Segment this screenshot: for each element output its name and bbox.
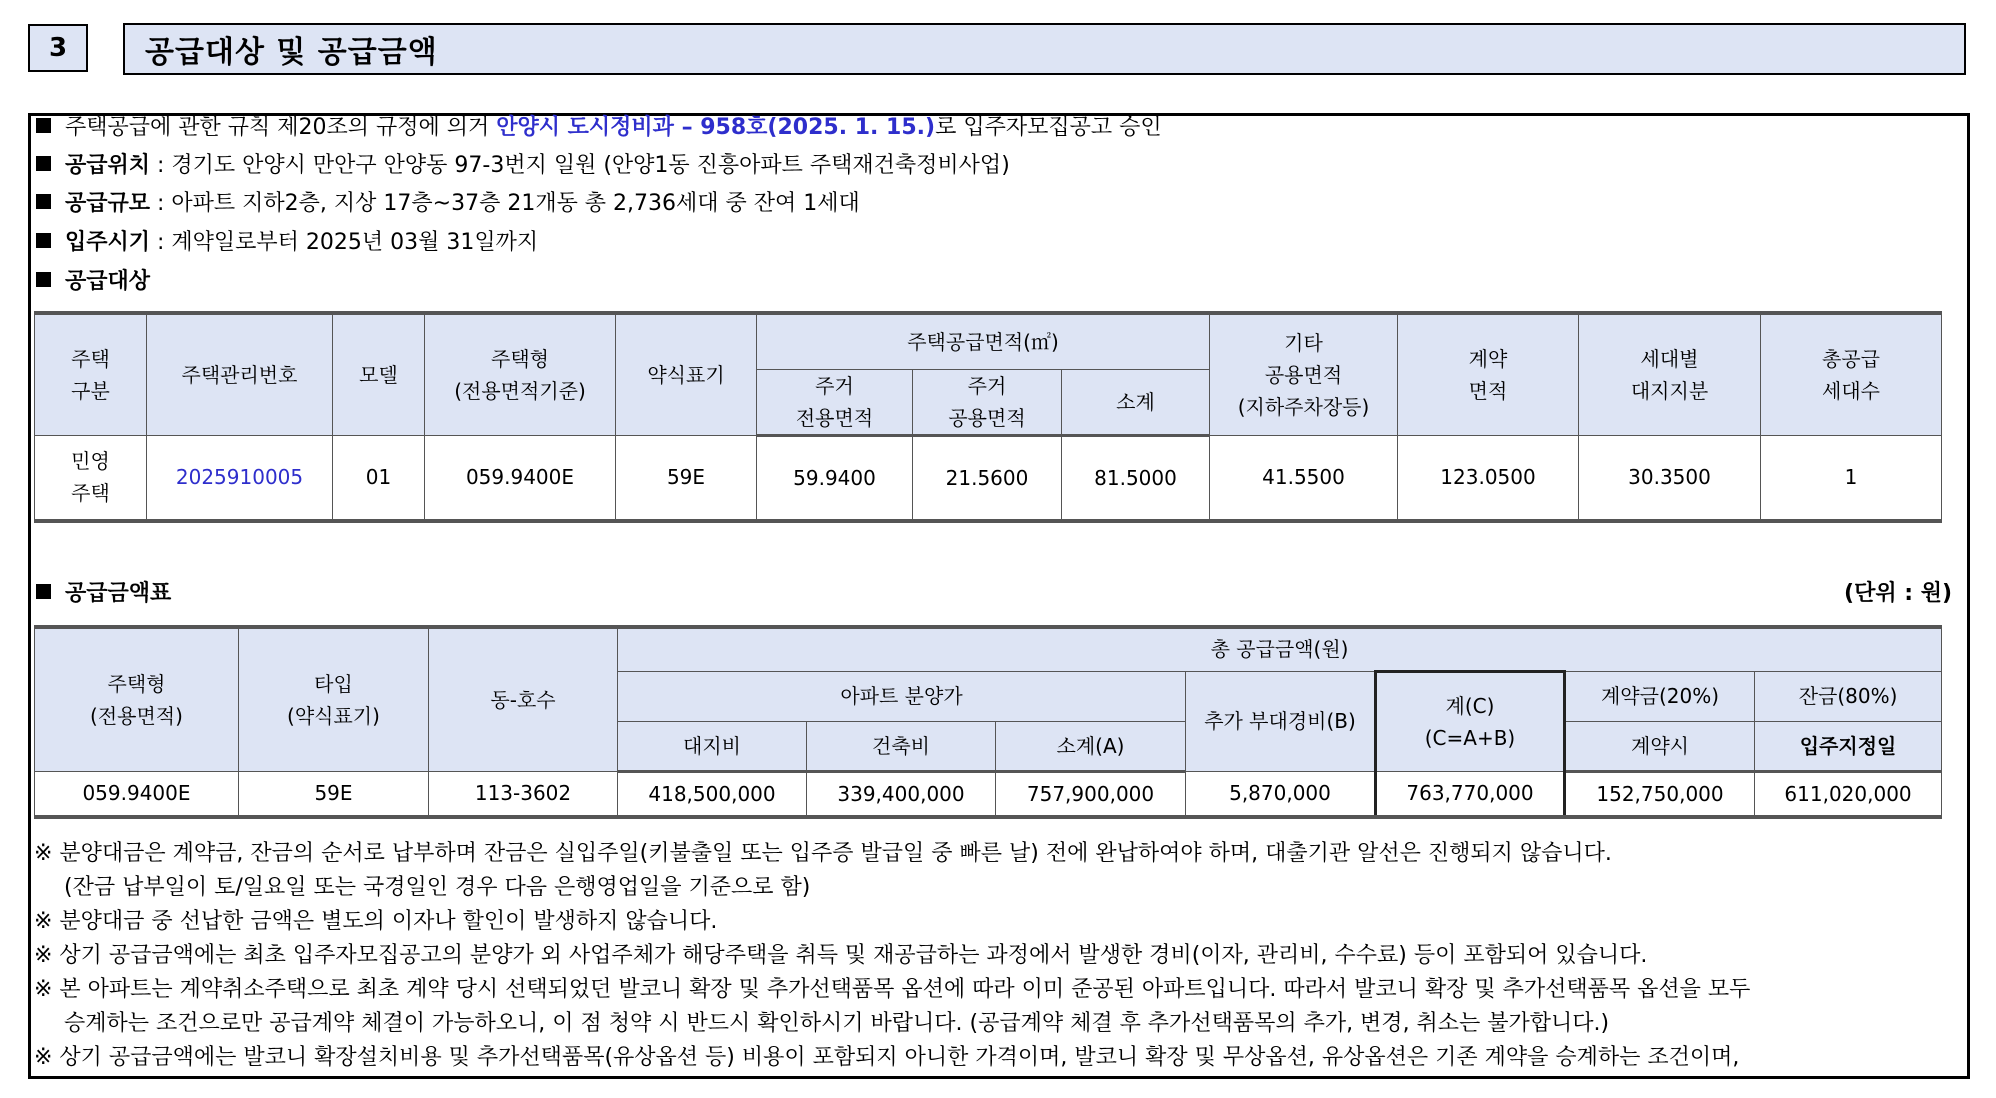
note-prepayment: ※ 분양대금 중 선납한 금액은 별도의 이자나 할인이 발생하지 않습니다. [34, 909, 718, 934]
cell-unit-number: 113-3602 [429, 771, 618, 817]
bullet-square-icon [36, 584, 51, 599]
header-abbreviation: 약식표기 [616, 313, 757, 435]
note-options-confirm: 승계하는 조건으로만 공급계약 체결이 가능하오니, 이 점 청약 시 반드시 확인하시기 바랍니다. (공급계약 체결 후 추가선택품목의 추가, 변경, 취소는 불가합니다.) [64, 1011, 1610, 1036]
header-total-units: 총공급 세대수 [1761, 313, 1942, 435]
header-area-subtotal: 소계 [1062, 369, 1210, 435]
cell-sum: 763,770,000 [1376, 771, 1565, 817]
header-land-price: 대지비 [618, 721, 807, 771]
header-common-area: 주거 공용면적 [913, 369, 1062, 435]
cell-type: 59E [239, 771, 429, 817]
bullet-square-icon [36, 118, 51, 133]
cell-model: 01 [333, 435, 425, 521]
cell-extra-expense: 5,870,000 [1186, 771, 1376, 817]
bullet-square-icon [36, 272, 51, 287]
cell-exclusive-area: 59.9400 [757, 435, 913, 521]
header-model: 모델 [333, 313, 425, 435]
table-row [35, 435, 1942, 521]
cell-building-price: 339,400,000 [807, 771, 996, 817]
supply-price-table [34, 625, 1942, 819]
cell-land-price: 418,500,000 [618, 771, 807, 817]
header-sum: 계(C) (C=A+B) [1376, 671, 1565, 771]
unit-label: (단위 : 원) [1844, 581, 1952, 606]
section-number: 3 [28, 24, 88, 72]
target-heading: 공급대상 [36, 266, 150, 298]
scale-line: 공급규모 : 아파트 지하2층, 지상 17층~37층 21개동 총 2,736세대 중 잔여 1세대 [36, 188, 860, 220]
header-house-type: 주택형 (전용면적) [35, 627, 239, 771]
cell-management-number: 2025910005 [147, 435, 333, 521]
cell-total-units: 1 [1761, 435, 1942, 521]
header-deposit: 계약금(20%) [1565, 671, 1755, 721]
cell-other-common-area: 41.5500 [1210, 435, 1398, 521]
supply-target-table [34, 311, 1942, 523]
note-options-succession: ※ 본 아파트는 계약취소주택으로 최초 계약 당시 선택되었던 발코니 확장 및 추가선택품목 옵션에 따라 이미 준공된 아파트입니다. 따라서 발코니 확장 및 추가선택품목 옵션을 모두 [34, 977, 1751, 1002]
header-apartment-price: 아파트 분양가 [618, 671, 1186, 721]
cell-area-subtotal: 81.5000 [1062, 435, 1210, 521]
header-unit-number: 동-호수 [429, 627, 618, 771]
cell-abbreviation: 59E [616, 435, 757, 521]
bullet-square-icon [36, 194, 51, 209]
header-total-supply-price: 총 공급금액(원) [618, 627, 1942, 671]
header-management-number: 주택관리번호 [147, 313, 333, 435]
movein-line: 입주시기 : 계약일로부터 2025년 03월 31일까지 [36, 227, 538, 259]
location-line: 공급위치 : 경기도 안양시 만안구 안양동 97-3번지 일원 (안양1동 진흥아파트 주택재건축정비사업) [36, 150, 1010, 182]
approval-reference: 안양시 도시정비과 – 958호(2025. 1. 15.) [496, 115, 936, 140]
header-type: 타입 (약식표기) [239, 627, 429, 771]
cell-land-share: 30.3500 [1579, 435, 1761, 521]
header-house-category: 주택 구분 [35, 313, 147, 435]
cell-house-category: 민영 주택 [35, 435, 147, 521]
cell-house-type: 059.9400E [35, 771, 239, 817]
bullet-square-icon [36, 156, 51, 171]
cell-common-area: 21.5600 [913, 435, 1062, 521]
header-land-share: 세대별 대지지분 [1579, 313, 1761, 435]
note-balcony-excluded: ※ 상기 공급금액에는 발코니 확장설치비용 및 추가선택품목(유상옵션 등) 비용이 포함되지 아니한 가격이며, 발코니 확장 및 무상옵션, 유상옵션은 기존 계약을 승계하는 조건이며, [34, 1045, 1740, 1070]
header-exclusive-area: 주거 전용면적 [757, 369, 913, 435]
header-balance-when: 입주지정일 [1755, 721, 1942, 771]
bullet-square-icon [36, 233, 51, 248]
header-price-subtotal: 소계(A) [996, 721, 1186, 771]
price-heading: 공급금액표 [36, 578, 171, 610]
header-building-price: 건축비 [807, 721, 996, 771]
cell-contract-area: 123.0500 [1398, 435, 1579, 521]
cell-price-subtotal: 757,900,000 [996, 771, 1186, 817]
cell-deposit: 152,750,000 [1565, 771, 1755, 817]
approval-line: 주택공급에 관한 규칙 제20조의 규정에 의거 안양시 도시정비과 – 958호(2025. 1. 15.)로 입주자모집공고 승인 [36, 112, 1162, 144]
header-house-type: 주택형 (전용면적기준) [425, 313, 616, 435]
cell-balance: 611,020,000 [1755, 771, 1942, 817]
cell-house-type: 059.9400E [425, 435, 616, 521]
header-supply-area: 주택공급면적(㎡) [757, 313, 1210, 369]
note-expenses-included: ※ 상기 공급금액에는 최초 입주자모집공고의 분양가 외 사업주체가 해당주택을 취득 및 재공급하는 과정에서 발생한 경비(이자, 관리비, 수수료) 등이 포함되어 있습니다. [34, 943, 1648, 968]
section-title: 공급대상 및 공급금액 [123, 23, 1966, 75]
header-deposit-when: 계약시 [1565, 721, 1755, 771]
header-other-common-area: 기타 공용면적 (지하주차장등) [1210, 313, 1398, 435]
table-row [35, 771, 1942, 817]
header-extra-expense: 추가 부대경비(B) [1186, 671, 1376, 771]
note-payment-holiday: (잔금 납부일이 토/일요일 또는 국경일인 경우 다음 은행영업일을 기준으로 함) [64, 875, 811, 900]
note-payment-order: ※ 분양대금은 계약금, 잔금의 순서로 납부하며 잔금은 실입주일(키불출일 또는 입주증 발급일 중 빠른 날) 전에 완납하여야 하며, 대출기관 알선은 진행되지 않습니다. [34, 841, 1612, 866]
header-balance: 잔금(80%) [1755, 671, 1942, 721]
header-contract-area: 계약 면적 [1398, 313, 1579, 435]
